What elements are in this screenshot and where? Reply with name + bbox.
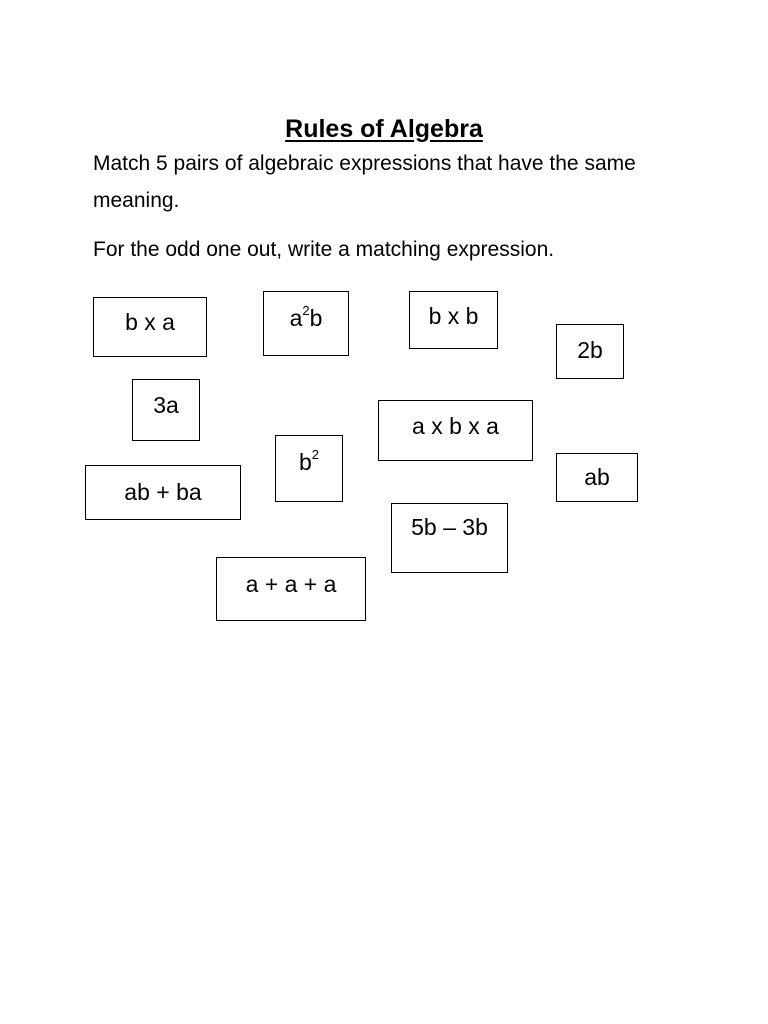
card-a2b (263, 291, 349, 356)
card-expression: b x b (428, 303, 479, 329)
card-b-x-a (93, 297, 207, 357)
card-expression: a x b x a (412, 413, 499, 439)
card-ab-plus-ba (85, 465, 241, 520)
page-title: Rules of Algebra (285, 114, 483, 143)
exponent: 2 (302, 303, 310, 318)
card-expression: $b^2$ (298, 447, 320, 475)
card-expression: 5b – 3b (411, 514, 488, 540)
instruction-match-pairs: Match 5 pairs of algebraic expressions that have the same meaning. (93, 152, 636, 212)
card-expression: a + a + a (245, 571, 337, 597)
card-2b (556, 324, 624, 379)
card-5b-minus-3b (391, 503, 508, 573)
card-ab (556, 453, 638, 502)
card-expression: 2b (577, 337, 603, 363)
card-expression: b x a (125, 309, 175, 335)
card-expression: $a^2b$ (289, 303, 323, 331)
card-expression: 3a (153, 392, 179, 418)
card-expression: ab + ba (124, 479, 202, 505)
card-b2 (275, 435, 343, 502)
card-b-x-b (409, 291, 498, 349)
exponent: 2 (311, 447, 320, 462)
card-expression: ab (584, 464, 610, 490)
card-a-x-b-x-a (378, 400, 533, 461)
card-3a (132, 379, 200, 441)
instruction-odd-one-out: For the odd one out, write a matching expression. (93, 238, 555, 261)
card-a-plus-a-plus-a (216, 557, 366, 621)
